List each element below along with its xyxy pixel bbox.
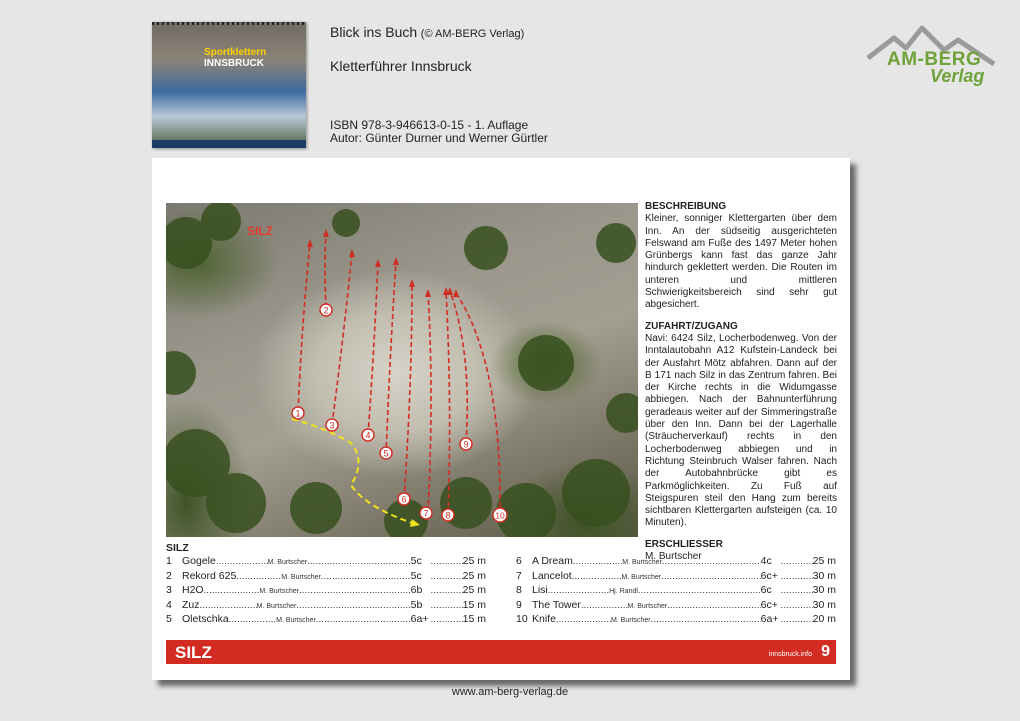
route-length: 15 m [462,613,486,626]
footer-site: innsbruck.info [768,651,812,658]
route-row [516,555,836,570]
route-row [166,570,486,585]
route-setter: M. Burtscher [259,588,300,596]
route-name: A Dream [532,555,573,567]
isbn-line: ISBN 978-3-946613-0-15 - 1. Auflage [330,118,529,132]
route-length: 25 m [462,569,486,582]
routes-title: SILZ [166,542,189,554]
svg-text:3: 3 [329,420,335,431]
route-number: 3 [166,584,172,597]
route-row [516,599,836,614]
route-grade: 6c+ [760,569,778,582]
route-row [516,584,836,599]
logo-text-verlag: Verlag [930,66,985,86]
route-row [166,555,486,570]
page-footer-bar [166,640,836,664]
route-setter: M. Burtscher [276,617,316,625]
route-marker-8 [442,509,454,521]
heading-zufahrt: ZUFAHRT/ZUGANG [645,320,738,332]
route-number: 1 [166,555,172,567]
logo-text-amberg: AM-BERG [887,49,982,70]
route-name: Knife [532,613,556,626]
route-setter: M. Burtscher [610,617,651,625]
book-page [152,158,850,680]
author-line: Autor: Günter Durner und Werner Gürtler [330,131,548,145]
route-length: 30 m [812,569,836,582]
route-setter: Hj. Randl [609,588,638,596]
route-arrowheads [307,229,459,297]
text-zufahrt: Navi: 6424 Silz, Locherbodenweg. Von der Inntalautobahn A12 Kufstein-Landeck bei der Ausfahrt Mötz abfahren. Dann auf der B 171 nach Silz in das Zentrum fahren. Bei der Kirche rechts in die Widumgasse abbiegen. Nach der Bahnunterführung geradeaus weiter auf der Simmeringstraße über den Inn. Dann bei der Lagerhalle (Sträucherverkauf) rechts in den Locherbodenweg abbiegen und in Richtung Steinbruch Walser fahren. Nach der Autobahnbrücke gibt es Parkmöglichkeiten. Zu Fuß auf Steigspuren steil den Hang zum bereits sichtbaren Klettergarten aufsteigen (ca. 10 Minuten). [645,332,837,529]
route-marker-9 [460,438,472,450]
route-length: 20 m [812,613,836,626]
route-marker-3 [326,419,338,431]
route-grade: 6c [760,584,772,597]
route-grade: 5b [410,598,423,611]
route-marker-7 [420,507,432,519]
route-list-right [516,555,836,628]
route-grade: 6a+ [410,613,429,626]
book-cover-thumbnail[interactable] [152,22,306,148]
route-row [166,613,486,628]
route-setter: M. Burtscher [622,559,662,566]
trees [166,203,638,537]
route-grade: 5c [410,569,422,582]
route-number: 5 [166,613,172,626]
route-row [516,570,836,585]
route-length: 30 m [812,584,836,597]
route-number: 4 [166,598,172,611]
heading-erschliesser: ERSCHLIESSER [645,538,723,550]
route-grade: 6b [410,584,423,597]
route-number: 7 [516,569,522,582]
route-topo-overlay [166,203,638,537]
cover-title: Sportklettern [204,47,267,58]
route-number: 6 [516,555,522,567]
route-marker-2 [320,304,332,316]
svg-text:8: 8 [445,510,451,521]
route-length: 15 m [462,598,486,611]
route-setter: M. Burtscher [267,559,308,566]
route-name: H2O [182,584,204,597]
route-marker-4 [362,429,374,441]
route-name: Zuz [182,598,200,611]
route-setter: M. Burtscher [621,573,662,581]
route-name: Lisi [532,584,548,597]
publisher-website-link[interactable]: www.am-berg-verlag.de [451,686,569,698]
svg-text:2: 2 [323,305,329,316]
route-row [166,584,486,599]
footer-section-title: SILZ [175,643,212,662]
cover-spiral-binding [152,22,306,25]
route-marker-10 [493,508,507,522]
route-number: 2 [166,569,172,582]
page-number: 9 [821,643,830,660]
cover-bottom-band [152,140,306,148]
route-name: Gogele [182,555,216,567]
route-name: The Tower [532,598,581,611]
route-marker-5 [380,447,392,459]
route-number: 10 [516,613,528,626]
text-erschliesser: M. Burtscher [645,551,702,563]
route-number: 8 [516,584,522,597]
route-list-left [166,555,486,628]
route-grade: 6c+ [760,598,778,611]
route-marker-6 [398,493,410,505]
route-grade: 6a+ [760,613,779,626]
svg-text:9: 9 [463,439,469,450]
route-setter: M. Burtscher [256,602,297,610]
svg-text:10: 10 [495,510,505,521]
route-setter: M. Burtscher [281,573,321,581]
route-grade: 5c [410,555,422,567]
svg-text:1: 1 [295,408,301,419]
book-title-prefix: Blick ins Buch [330,24,418,40]
description-column [645,201,837,572]
route-name: Rekord 625 [182,569,237,582]
route-name: Oletschka [182,613,229,626]
crag-label: SILZ [247,224,273,238]
route-lines [298,233,500,515]
book-name: Kletterführer Innsbruck [330,58,472,74]
book-title-line [330,24,524,40]
route-row [166,599,486,614]
route-setter: M. Burtscher [627,602,668,610]
route-length: 25 m [462,555,486,567]
route-grade: 4c [760,555,772,567]
route-length: 25 m [462,584,486,597]
svg-text:4: 4 [365,430,371,441]
book-copyright: (© AM-BERG Verlag) [420,28,525,40]
route-row [516,613,836,628]
svg-text:7: 7 [423,508,429,519]
cover-subtitle: INNSBRUCK [204,58,264,69]
route-marker-1 [292,407,304,419]
route-number: 9 [516,598,522,611]
heading-beschreibung: BESCHREIBUNG [645,201,727,212]
route-length: 25 m [812,555,836,567]
route-length: 30 m [812,598,836,611]
svg-text:6: 6 [401,494,407,505]
route-name: Lancelot [532,569,572,582]
svg-text:5: 5 [383,448,389,459]
crag-photo [166,203,638,537]
text-beschreibung: Kleiner, sonniger Klettergarten über dem Inn. An der südseitig ausgerichteten Felswand am Fuße des 1497 Meter hohen Grünbergs kann fast das ganze Jahr hindurch geklettert werden. Die Routen im unteren und mittleren Schwierigkeitsbereich sind sehr gut abgesichert. [645,213,837,311]
